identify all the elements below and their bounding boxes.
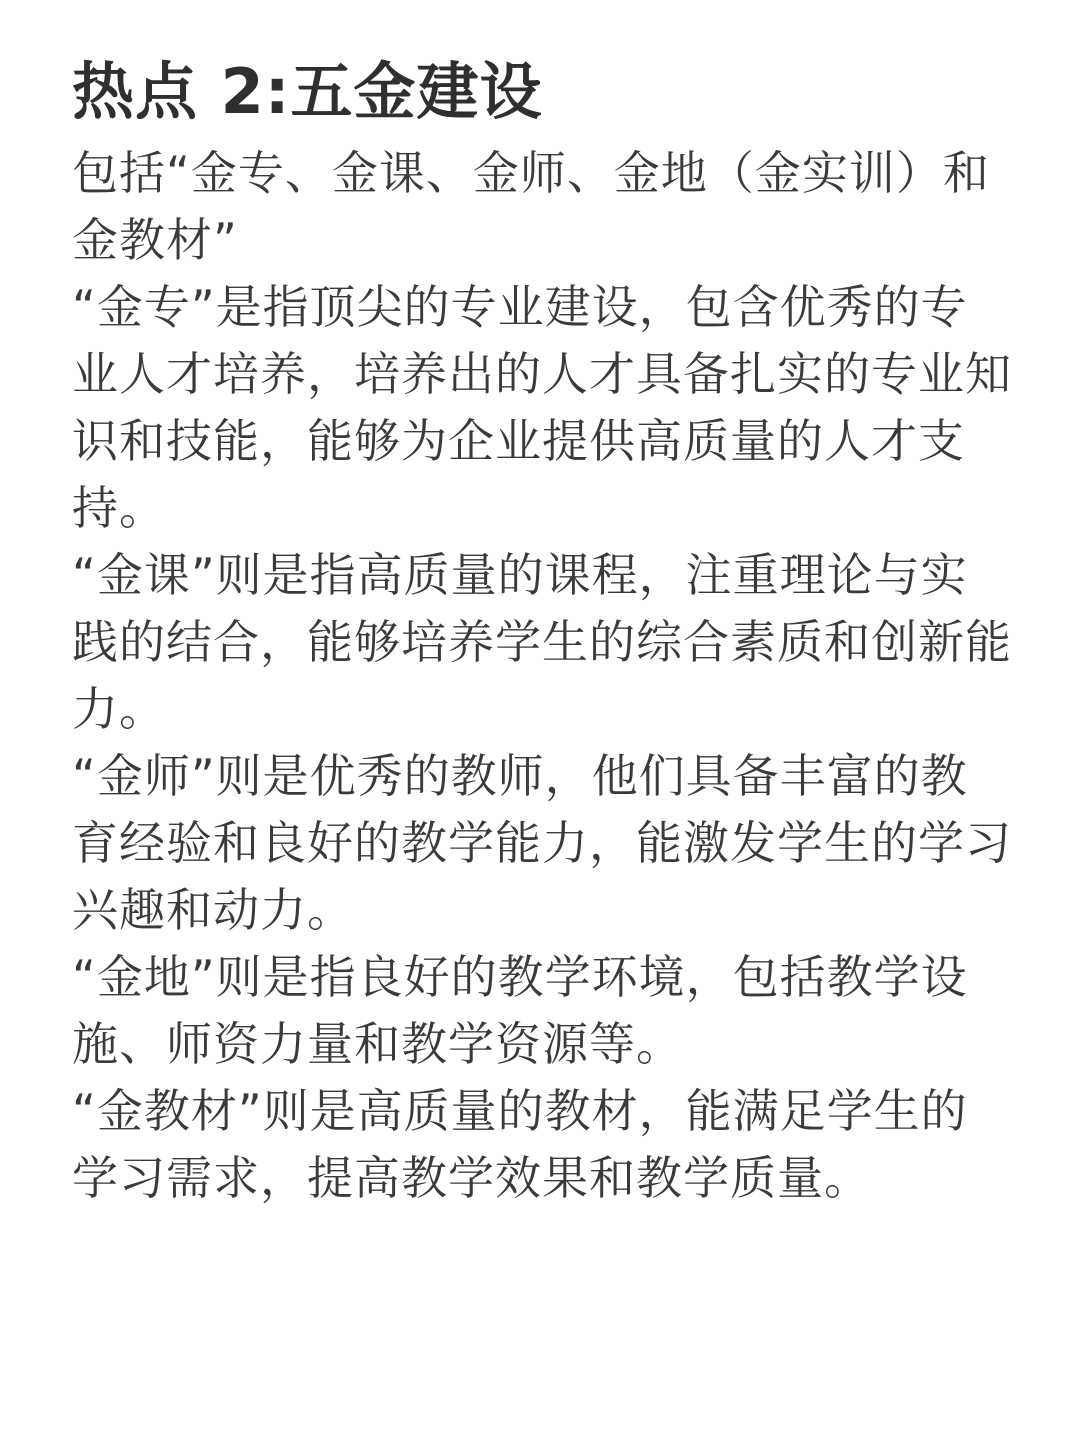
article-title: 热点 2:五金建设 xyxy=(72,55,543,128)
paragraph-jin-zhuan: “金专”是指顶尖的专业建设，包含优秀的专业人才培养，培养出的人才具备扎实的专业知识和技能，能够为企业提供高质量的人才支持。 xyxy=(72,280,1012,535)
intro-paragraph: 包括“金专、金课、金师、金地（金实训）和金教材” xyxy=(72,146,990,267)
paragraph-jin-jiaocai: “金教材”则是高质量的教材，能满足学生的学习需求，提高教学效果和教学质量。 xyxy=(72,1084,968,1205)
paragraph-jin-di: “金地”则是指良好的教学环境，包括教学设施、师资力量和教学资源等。 xyxy=(72,950,968,1071)
article xyxy=(72,52,1012,1212)
paragraph-jin-ke: “金课”则是指高质量的课程，注重理论与实践的结合，能够培养学生的综合素质和创新能力。 xyxy=(72,548,1012,736)
paragraph-jin-shi: “金师”则是优秀的教师，他们具备丰富的教育经验和良好的教学能力，能激发学生的学习兴趣和动力。 xyxy=(72,749,1012,937)
